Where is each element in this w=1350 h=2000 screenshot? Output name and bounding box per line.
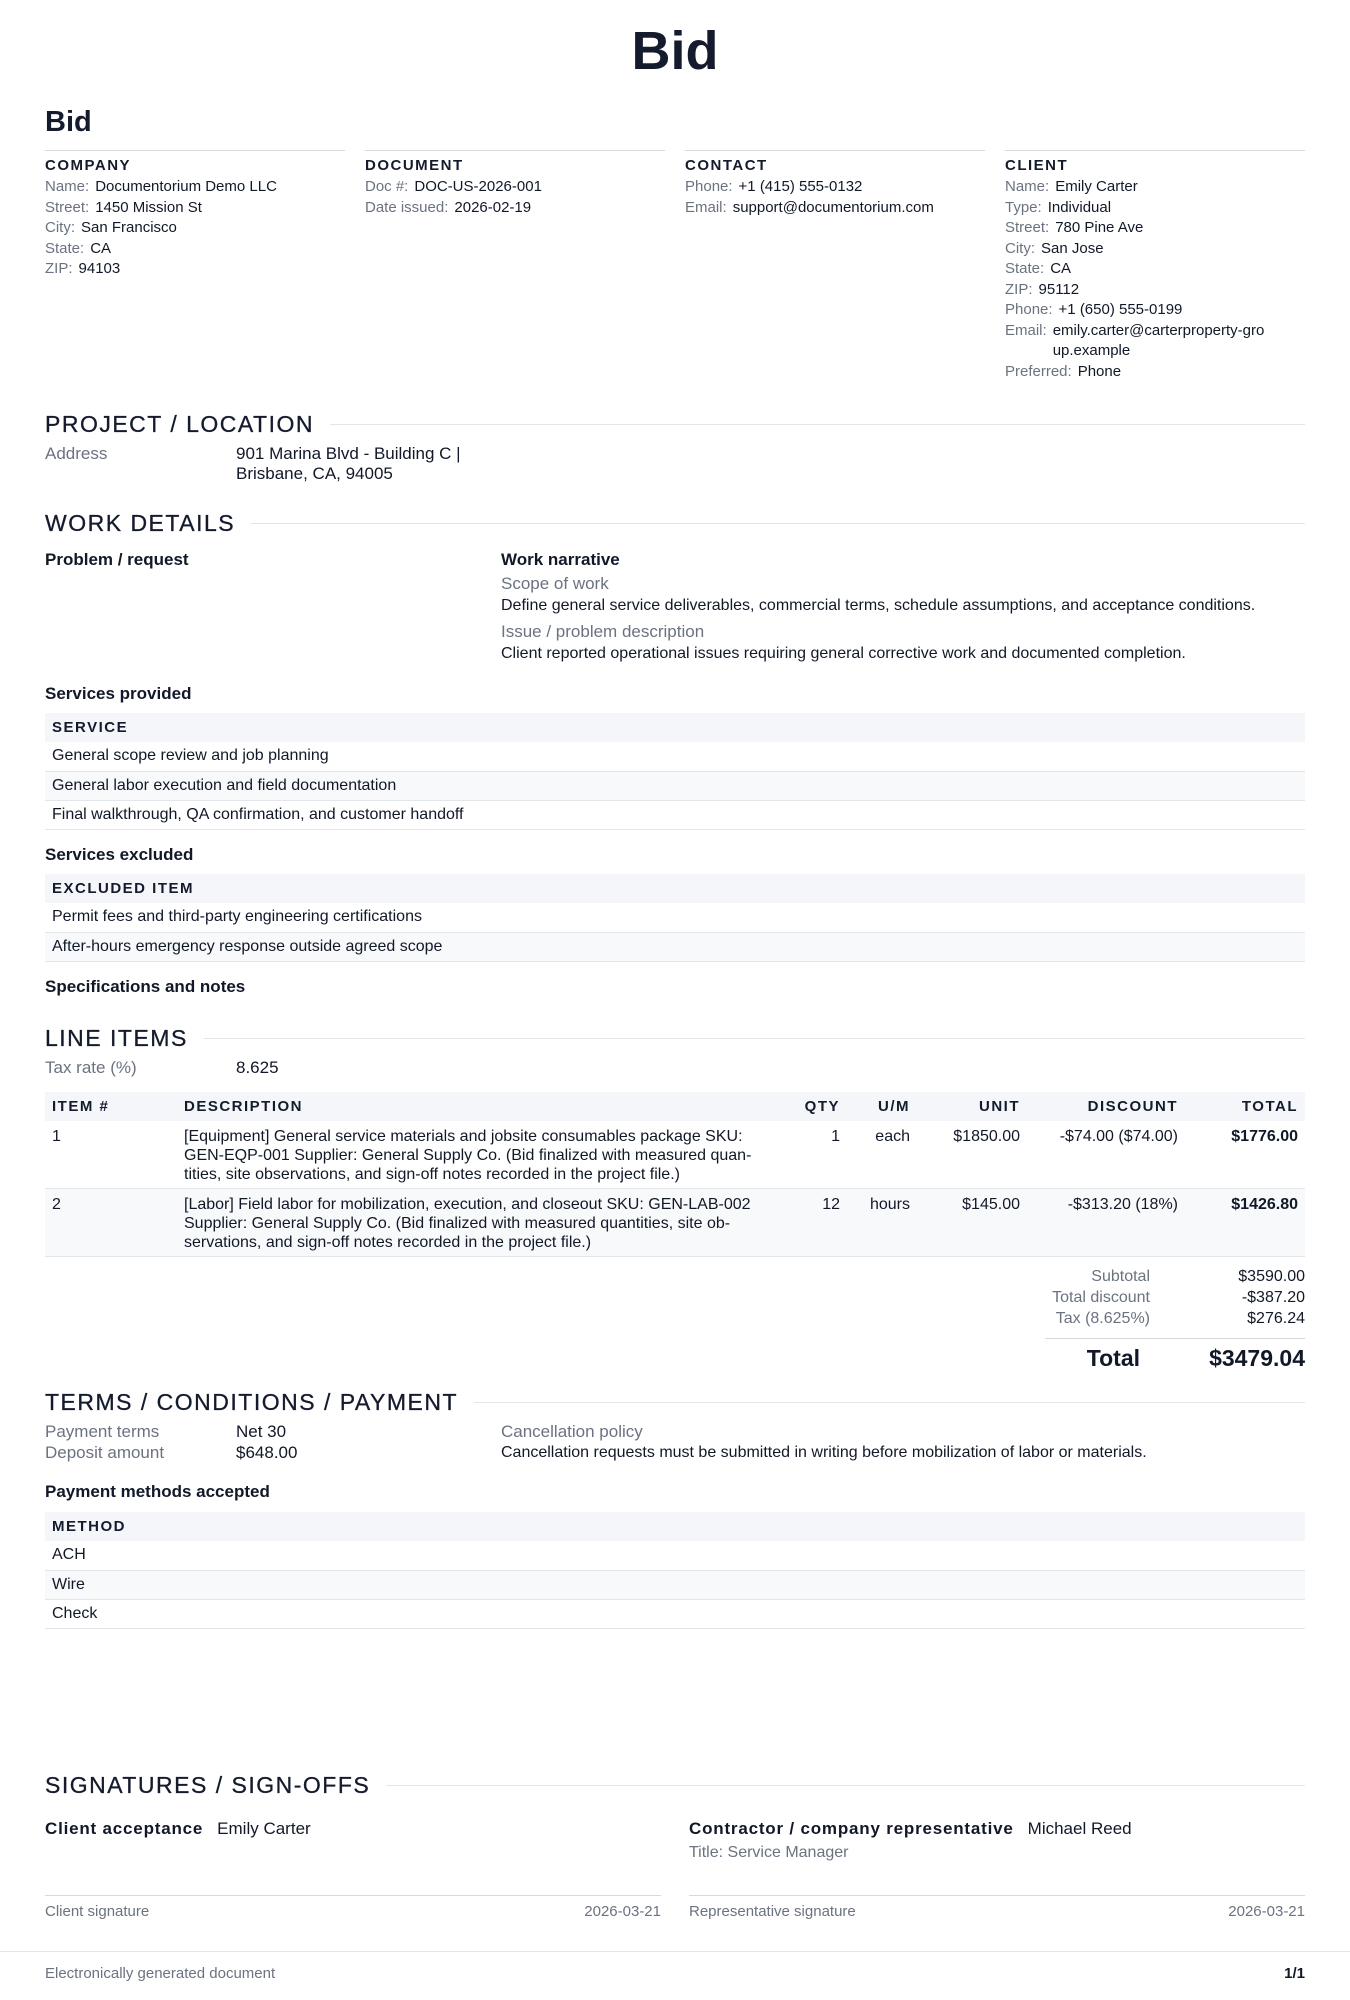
client-block xyxy=(1005,150,1305,382)
item-um: each xyxy=(847,1121,917,1189)
client-city: San Jose xyxy=(1041,239,1104,257)
service-item: General scope review and job planning xyxy=(45,742,1305,771)
service-item: General labor execution and field documentation xyxy=(45,771,1305,800)
representative-title: Title: Service Manager xyxy=(689,1844,849,1861)
footer-note: Electronically generated document xyxy=(45,1965,276,1982)
client-signature-date: 2026-03-21 xyxy=(584,1903,661,1920)
item-description xyxy=(177,1189,797,1257)
table-row xyxy=(45,932,1305,961)
representative-label: Contractor / company representative xyxy=(689,1819,1014,1838)
signatures-heading: SIGNATURES / SIGN-OFFS xyxy=(45,1772,371,1798)
client-street: 780 Pine Ave xyxy=(1055,219,1144,236)
client-acceptance-name: Emily Carter xyxy=(217,1819,311,1838)
client-signature-label: Client signature xyxy=(45,1903,150,1920)
contact-phone: +1 (415) 555-0132 xyxy=(738,178,863,195)
subtotal-label: Subtotal xyxy=(1091,1268,1150,1285)
main-title: Bid xyxy=(631,21,719,81)
client-signature-line xyxy=(45,1895,661,1896)
contact-phone-label: Phone: xyxy=(685,178,733,195)
work-section-heading xyxy=(45,510,1305,537)
scope-label: Scope of work xyxy=(501,574,609,593)
terms-section-heading xyxy=(45,1389,1305,1416)
item-description-line: [Equipment] General service materials and jobsite consumables package SKU: xyxy=(184,1128,743,1145)
company-zip-label: ZIP: xyxy=(45,260,73,277)
service-item: Final walkthrough, QA confirmation, and customer handoff xyxy=(45,800,1305,829)
problem-request-label: Problem / request xyxy=(45,550,189,569)
signatures-section-heading xyxy=(45,1772,1305,1799)
company-zip: 94103 xyxy=(78,260,121,277)
services-header: SERVICE xyxy=(45,713,1305,742)
excluded-item: Permit fees and third-party engineering certifications xyxy=(45,903,1305,932)
representative-name: Michael Reed xyxy=(1027,1819,1132,1838)
scope-text: Define general service deliverables, commercial terms, schedule assumptions, and acceptance conditions. xyxy=(501,597,1256,614)
tax-label: Tax (8.625%) xyxy=(1055,1310,1150,1327)
client-phone: +1 (650) 555-0199 xyxy=(1058,301,1183,318)
item-description-line: [Labor] Field labor for mobilization, execution, and closeout SKU: GEN-LAB-002 xyxy=(184,1196,751,1213)
project-heading: PROJECT / LOCATION xyxy=(45,411,314,437)
item-qty: 1 xyxy=(797,1121,847,1189)
item-total: $1426.80 xyxy=(1185,1189,1305,1257)
table-row xyxy=(45,903,1305,932)
company-block xyxy=(45,150,345,382)
tax-rate-value: 8.625 xyxy=(236,1058,279,1077)
item-qty: 12 xyxy=(797,1189,847,1257)
contact-heading: CONTACT xyxy=(685,157,768,174)
company-name: Documentorium Demo LLC xyxy=(95,178,277,195)
company-heading: COMPANY xyxy=(45,157,132,174)
item-description-line: GEN-EQP-001 Supplier: General Supply Co. (Bid finalized with measured quan- xyxy=(184,1147,752,1164)
representative-row xyxy=(689,1819,1132,1839)
table-row xyxy=(45,1541,1305,1570)
col-discount: DISCOUNT xyxy=(1027,1092,1185,1121)
col-qty: QTY xyxy=(797,1092,847,1121)
payment-method: Check xyxy=(45,1599,1305,1628)
table-row xyxy=(45,742,1305,771)
company-street: 1450 Mission St xyxy=(95,198,202,216)
client-email: emily.carter@carterproperty-group.example xyxy=(1052,321,1265,359)
col-total: TOTAL xyxy=(1185,1092,1305,1121)
totals-block xyxy=(900,1266,1305,1329)
payment-terms-label: Payment terms xyxy=(45,1422,160,1441)
client-street-label: Street: xyxy=(1005,219,1050,236)
client-acceptance-label: Client acceptance xyxy=(45,1819,204,1838)
excluded-table xyxy=(45,874,1305,962)
client-state-label: State: xyxy=(1005,260,1045,277)
line-items-table xyxy=(45,1092,1305,1257)
excluded-header: EXCLUDED ITEM xyxy=(45,874,1305,903)
line-items-section-heading xyxy=(45,1025,1305,1052)
contact-block xyxy=(685,150,985,382)
item-um: hours xyxy=(847,1189,917,1257)
item-discount: -$74.00 ($74.00) xyxy=(1027,1121,1185,1189)
subtotal-value: $3590.00 xyxy=(1238,1268,1305,1285)
client-heading: CLIENT xyxy=(1005,157,1069,174)
table-row xyxy=(45,1121,1305,1189)
client-type-label: Type: xyxy=(1005,198,1042,216)
payment-method: Wire xyxy=(45,1570,1305,1599)
company-city: San Francisco xyxy=(81,219,177,236)
company-street-label: Street: xyxy=(45,198,90,216)
col-item-number: ITEM # xyxy=(45,1092,177,1121)
page-number: 1/1 xyxy=(1284,1965,1305,1982)
contact-email-label: Email: xyxy=(685,198,727,216)
item-total: $1776.00 xyxy=(1185,1121,1305,1189)
specs-notes-label: Specifications and notes xyxy=(45,977,246,996)
client-zip: 95112 xyxy=(1038,280,1080,298)
issue-label: Issue / problem description xyxy=(501,622,705,641)
company-state: CA xyxy=(90,239,112,257)
item-description-line: servations, and sign-off notes recorded in the project file.) xyxy=(184,1234,592,1251)
deposit-label: Deposit amount xyxy=(45,1443,165,1462)
representative-signature-label: Representative signature xyxy=(689,1903,856,1920)
tax-rate-label: Tax rate (%) xyxy=(45,1058,137,1077)
total-discount-value: -$387.20 xyxy=(1241,1289,1305,1306)
payment-methods-label: Payment methods accepted xyxy=(45,1482,270,1501)
document-block xyxy=(365,150,665,382)
client-name-label: Name: xyxy=(1005,178,1050,195)
client-state: CA xyxy=(1050,260,1072,277)
table-row xyxy=(45,1599,1305,1628)
client-email-label: Email: xyxy=(1005,321,1047,339)
item-number: 2 xyxy=(45,1189,177,1257)
grand-total-label: Total xyxy=(1086,1345,1140,1371)
table-row xyxy=(45,1189,1305,1257)
contact-email: support@documentorium.com xyxy=(732,198,934,216)
address-line-2: Brisbane, CA, 94005 xyxy=(236,464,393,483)
cancellation-label: Cancellation policy xyxy=(501,1422,643,1441)
excluded-item: After-hours emergency response outside agreed scope xyxy=(45,932,1305,961)
payment-methods-table xyxy=(45,1512,1305,1629)
tax-value: $276.24 xyxy=(1247,1310,1305,1327)
methods-header: METHOD xyxy=(45,1512,1305,1541)
date-issued-label: Date issued: xyxy=(365,198,449,216)
project-section-heading xyxy=(45,411,1305,438)
client-name: Emily Carter xyxy=(1055,178,1138,195)
client-type: Individual xyxy=(1047,198,1112,216)
services-excluded-label: Services excluded xyxy=(45,845,194,864)
doc-number-label: Doc #: xyxy=(365,178,409,195)
col-um: U/M xyxy=(847,1092,917,1121)
item-unit: $1850.00 xyxy=(917,1121,1027,1189)
item-discount: -$313.20 (18%) xyxy=(1027,1189,1185,1257)
payment-method: ACH xyxy=(45,1541,1305,1570)
item-description-line: tities, site observations, and sign-off notes recorded in the project file.) xyxy=(184,1166,680,1183)
work-heading: WORK DETAILS xyxy=(45,510,236,536)
table-row xyxy=(45,771,1305,800)
document-title: Bid xyxy=(45,106,92,138)
table-row xyxy=(45,800,1305,829)
company-name-label: Name: xyxy=(45,178,90,195)
address-line-1: 901 Marina Blvd - Building C | xyxy=(236,444,461,463)
grand-total-row xyxy=(1045,1338,1305,1372)
company-state-label: State: xyxy=(45,239,85,257)
cancellation-text: Cancellation requests must be submitted in writing before mobilization of labor or materials. xyxy=(501,1444,1147,1461)
item-unit: $145.00 xyxy=(917,1189,1027,1257)
payment-terms-value: Net 30 xyxy=(236,1422,287,1441)
deposit-value: $648.00 xyxy=(236,1443,298,1462)
item-description-line: Supplier: General Supply Co. (Bid finalized with measured quantities, site ob- xyxy=(184,1215,731,1232)
col-unit: UNIT xyxy=(917,1092,1027,1121)
doc-number: DOC-US-2026-001 xyxy=(414,178,542,195)
representative-signature-date: 2026-03-21 xyxy=(1228,1903,1305,1920)
services-table xyxy=(45,713,1305,830)
line-items-heading: LINE ITEMS xyxy=(45,1025,188,1051)
item-number: 1 xyxy=(45,1121,177,1189)
date-issued: 2026-02-19 xyxy=(454,198,532,216)
document-heading: DOCUMENT xyxy=(365,157,464,174)
client-preferred: Phone xyxy=(1077,362,1122,380)
client-phone-label: Phone: xyxy=(1005,301,1053,318)
header-info-grid xyxy=(45,150,1305,382)
table-row xyxy=(45,1570,1305,1599)
grand-total-value: $3479.04 xyxy=(1209,1345,1305,1371)
issue-text: Client reported operational issues requiring general corrective work and documented completion. xyxy=(501,645,1186,662)
client-preferred-label: Preferred: xyxy=(1005,362,1072,380)
client-acceptance-row xyxy=(45,1819,311,1839)
footer-divider xyxy=(0,1951,1350,1952)
services-provided-label: Services provided xyxy=(45,684,192,703)
item-description xyxy=(177,1121,797,1189)
client-city-label: City: xyxy=(1005,239,1035,257)
total-discount-label: Total discount xyxy=(1052,1289,1150,1306)
work-narrative-label: Work narrative xyxy=(501,550,620,569)
client-zip-label: ZIP: xyxy=(1005,280,1033,298)
col-description: DESCRIPTION xyxy=(177,1092,797,1121)
terms-heading: TERMS / CONDITIONS / PAYMENT xyxy=(45,1389,458,1415)
company-city-label: City: xyxy=(45,219,75,236)
representative-signature-line xyxy=(689,1895,1305,1896)
address-label: Address xyxy=(45,444,108,463)
